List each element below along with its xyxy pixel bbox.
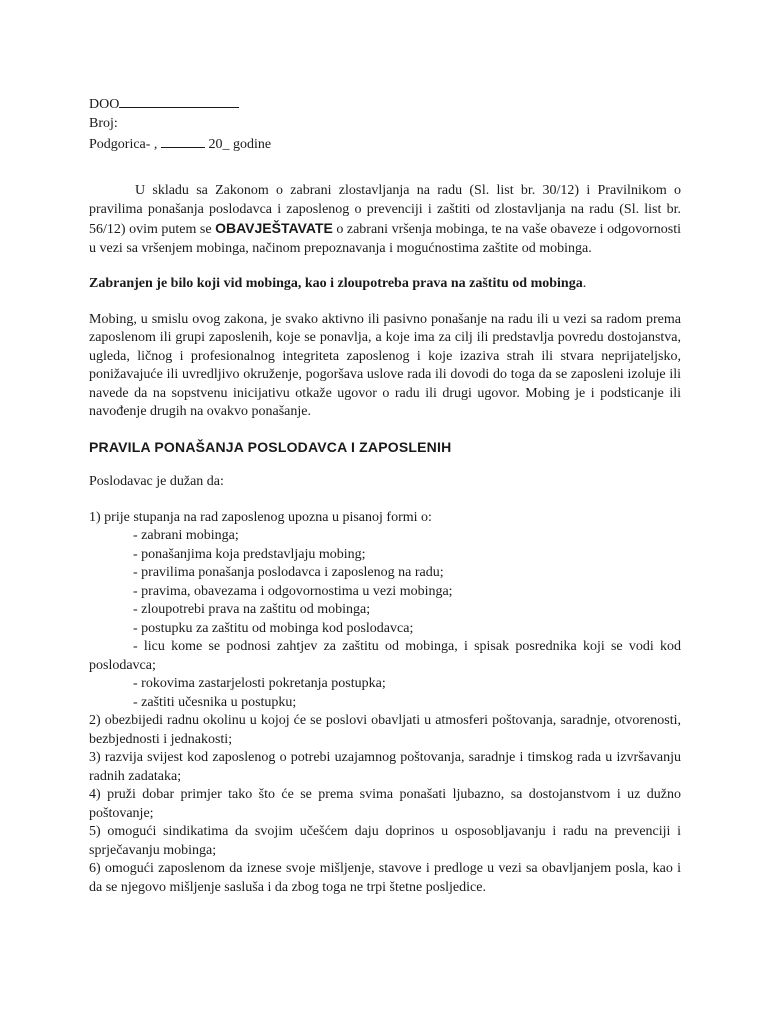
- intro-paragraph: [89, 182, 681, 258]
- intro-text-start: U skladu sa Zakonom o zabrani zlostavljanja na radu (Sl. list br. 30/12) i Pravilnikom o pravilima ponašanja poslodavca i zaposlenog o prevenciji i zaštiti od zlostavljanja na radu (Sl. list br. 56/12) ovim putem se: [89, 183, 681, 237]
- spacer: [89, 492, 681, 509]
- company-line: [89, 93, 689, 115]
- company-blank: [119, 93, 239, 108]
- bullet-item: - postupku za zaštitu od mobinga kod poslodavca;: [133, 620, 414, 636]
- prohibition-tail: .: [582, 276, 587, 291]
- list-item-5: 5) omogući sindikatima da svojim učešćem daju doprinos u osposobljavanju i radu na prevenciji i sprječavanju mobinga;: [89, 824, 681, 858]
- spacer: [89, 258, 681, 275]
- bullet-item: - rokovima zastarjelosti pokretanja postupka;: [133, 676, 386, 691]
- definition-paragraph: Mobing, u smislu ovog zakona, je svako aktivno ili pasivno ponašanje na radu ili u vezi sa radom prema zaposlenom ili grupi zaposlenih, koje se ponavlja, a koje ima za cilj ili predstavlja povredu dostojanstva, ugleda, ličnog i profesionalnog integriteta zaposlenog i koje izaziva strah ili stvara neprijateljsko, ponižavajuće ili uvredljivo okruženje, pogoršava uslove rada ili dovodi do toga da se zaposleni izoluje ili navede da na sopstvenu inicijativu otkaže ugovor o radu ili drugi ugovor. Mobing je i podsticanje ili navođenje drugih na ovakvo ponašanje.: [89, 311, 681, 419]
- prohibition-statement: [89, 275, 681, 294]
- document-body: [89, 182, 681, 897]
- list-item-2: 2) obezbijedi radnu okolinu u kojoj će se poslovi obavljati u atmosferi poštovanja, saradnje, otvorenosti, bezbjednosti i jednakosti;: [89, 713, 681, 747]
- bullet-item: - pravilima ponašanja poslodavca i zaposlenog na radu;: [133, 565, 444, 580]
- list-item-6: 6) omogući zaposlenom da iznese svoje mišljenje, stavove i predloge u vezi sa obavljanjem posla, kao i da se njegovo mišljenje sasluša i da zbog toga ne trpi štetne posljedice.: [89, 861, 681, 895]
- bullet-item: - zabrani mobinga;: [133, 528, 239, 543]
- spacer: [89, 422, 681, 438]
- place-label: Podgorica- ,: [89, 137, 161, 152]
- number-line: Broj:: [89, 115, 118, 131]
- list-item-3: 3) razvija svijest kod zaposlenog o potrebi uzajamnog poštovanja, saradnje i timskog rada u izvršavanju radnih zadataka;: [89, 750, 681, 784]
- bullet-item: - pravima, obavezama i odgovornostima u vezi mobinga;: [133, 583, 453, 599]
- prohibition-bold-text: Zabranjen je bilo koji vid mobinga, kao i zloupotreba prava na zaštitu od mobinga: [89, 276, 583, 291]
- employer-duty-line: Poslodavac je dužan da:: [89, 474, 224, 489]
- spacer: [89, 294, 681, 311]
- year-label: 20_ godine: [204, 137, 272, 152]
- spacer: [89, 456, 681, 473]
- date-blank: [161, 133, 205, 148]
- bullet-item: - licu kome se podnosi zahtjev za zaštitu od mobinga, i spisak posrednika koji se vodi kod poslodavca;: [89, 639, 681, 673]
- place-date-line: [89, 133, 689, 155]
- document-header: [89, 93, 689, 155]
- bullet-item: - zloupotrebi prava na zaštitu od mobinga;: [133, 602, 371, 617]
- section-title: PRAVILA PONAŠANJA POSLODAVCA I ZAPOSLENIH: [89, 438, 452, 455]
- intro-emphasis: OBAVJEŠTAVATE: [215, 220, 333, 236]
- company-label: DOO: [89, 97, 120, 112]
- list-item-1: 1) prije stupanja na rad zaposlenog upozna u pisanoj formi o:: [89, 509, 432, 525]
- bullet-item: - ponašanjima koja predstavljaju mobing;: [133, 546, 366, 562]
- intro-text-end: o zabrani vršenja mobinga, te na vaše obaveze i odgovornosti u vezi sa vršenjem mobinga, načinom prepoznavanja i mogućnostima zaštite od mobinga.: [89, 222, 681, 256]
- bullet-item: - zaštiti učesnika u postupku;: [133, 694, 297, 710]
- list-item-4: 4) pruži dobar primjer tako što će se prema svima ponašati ljubazno, sa dostojanstvom i uz dužno poštovanje;: [89, 787, 681, 821]
